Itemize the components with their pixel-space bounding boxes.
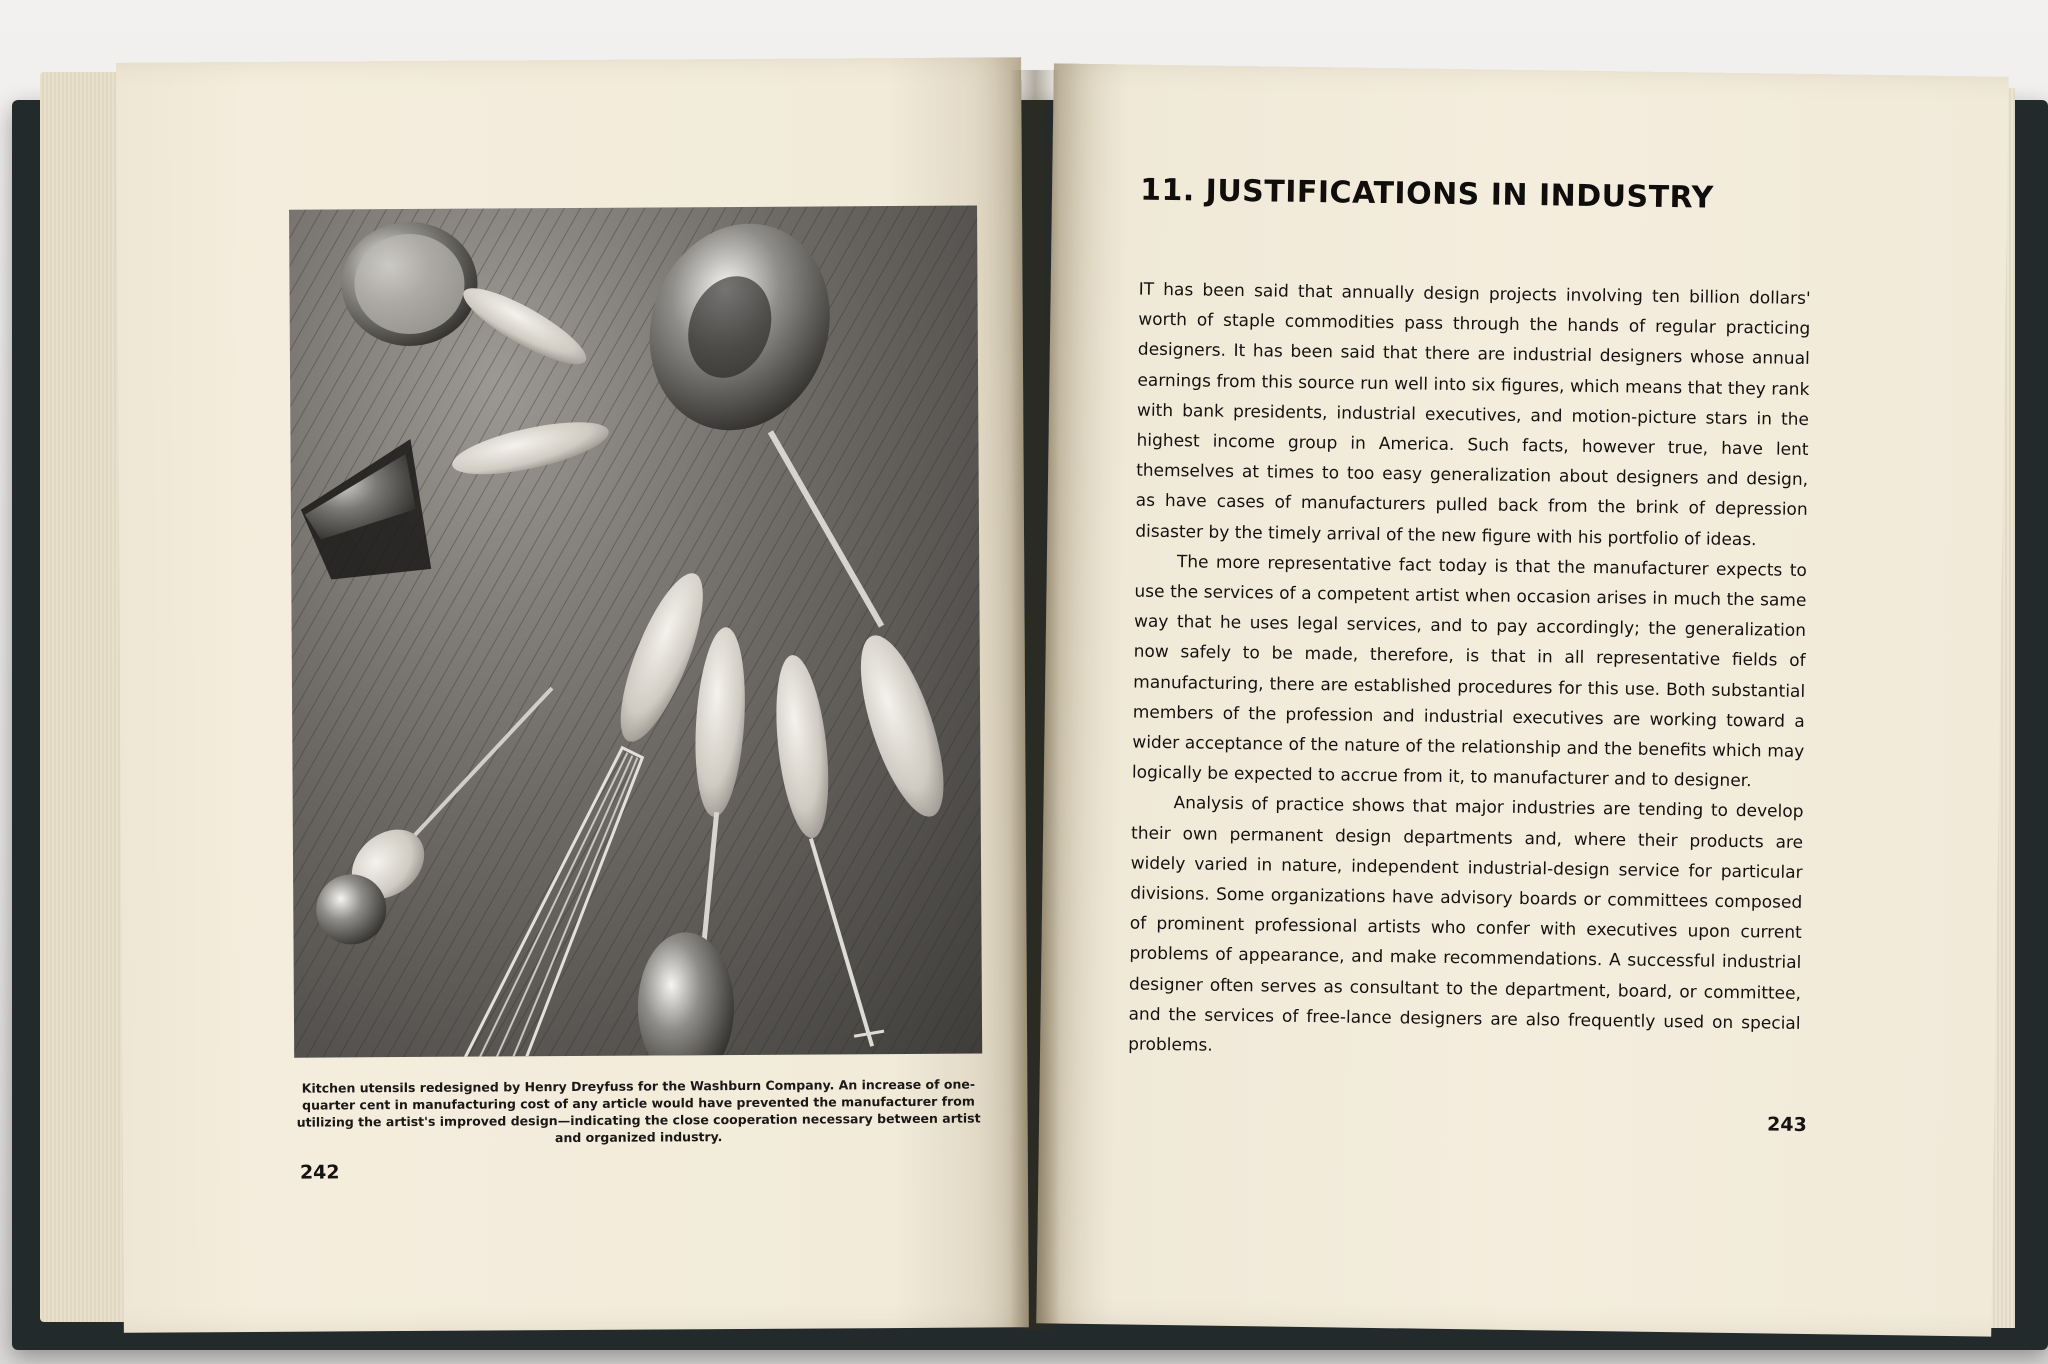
photo-caption: Kitchen utensils redesigned by Henry Dreyfuss for the Washburn Company. An increase of one-quarter cent in manufacturing cost of any article would have prevented the manufacturer from utilizing the artist's improved design—indicating the close cooperation necessary between artist and organized industry. <box>296 1076 981 1146</box>
utensils-illustration <box>289 206 982 1058</box>
left-page <box>116 57 1029 1333</box>
chapter-body <box>1128 275 1811 1070</box>
paragraph-2: The more representative fact today is that the manufacturer expects to use the services of a competent artist when occasion arises in much the same way that he uses legal services, and to pay accordingly; the generalization now safely to be made, therefore, is that in all representative fields of manufacturing, there are established procedures for this use. Both substantial members of the profession and industrial executives are working toward a wider acceptance of the nature of the relationship and the benefits which may logically be expected to accrue from it, to manufacturer and to designer. <box>1131 551 1807 792</box>
paragraph-1: IT has been said that annually design projects involving ten billion dollars' worth of staple commodities pass through the hands of regular practicing designers. It has been said that there are industrial designers whose annual earnings from this source run well into six figures, which means that they rank with bank presidents, industrial executives, and motion-picture stars in the highest income group in America. Such facts, however true, have lent themselves at times to too easy generalization about designers and design, as have cases of manufacturers pulled back from the brink of depression disaster by the timely arrival of the new figure with his portfolio of ideas. <box>1135 279 1811 550</box>
book-gutter <box>1010 70 1060 1330</box>
page-number-left: 242 <box>299 1161 340 1184</box>
page-number-right: 243 <box>1766 1113 1807 1137</box>
paragraph-3: Analysis of practice shows that major industries are tending to develop their own permanent design departments and, where their products are widely varied in nature, independent industrial-design service for particular divisions. Some organizations have advisory boards or committees composed of prominent professional artists who confer with executives upon current problems of appearance, and make recommendations. A successful industrial designer often serves as consultant to the department, board, or committee, and the services of free-lance designers are also frequently used on special problems. <box>1128 793 1804 1056</box>
chapter-title: 11. JUSTIFICATIONS IN INDUSTRY <box>1139 172 1714 216</box>
right-page <box>1036 63 2008 1336</box>
kitchen-utensils-photo <box>289 206 982 1058</box>
